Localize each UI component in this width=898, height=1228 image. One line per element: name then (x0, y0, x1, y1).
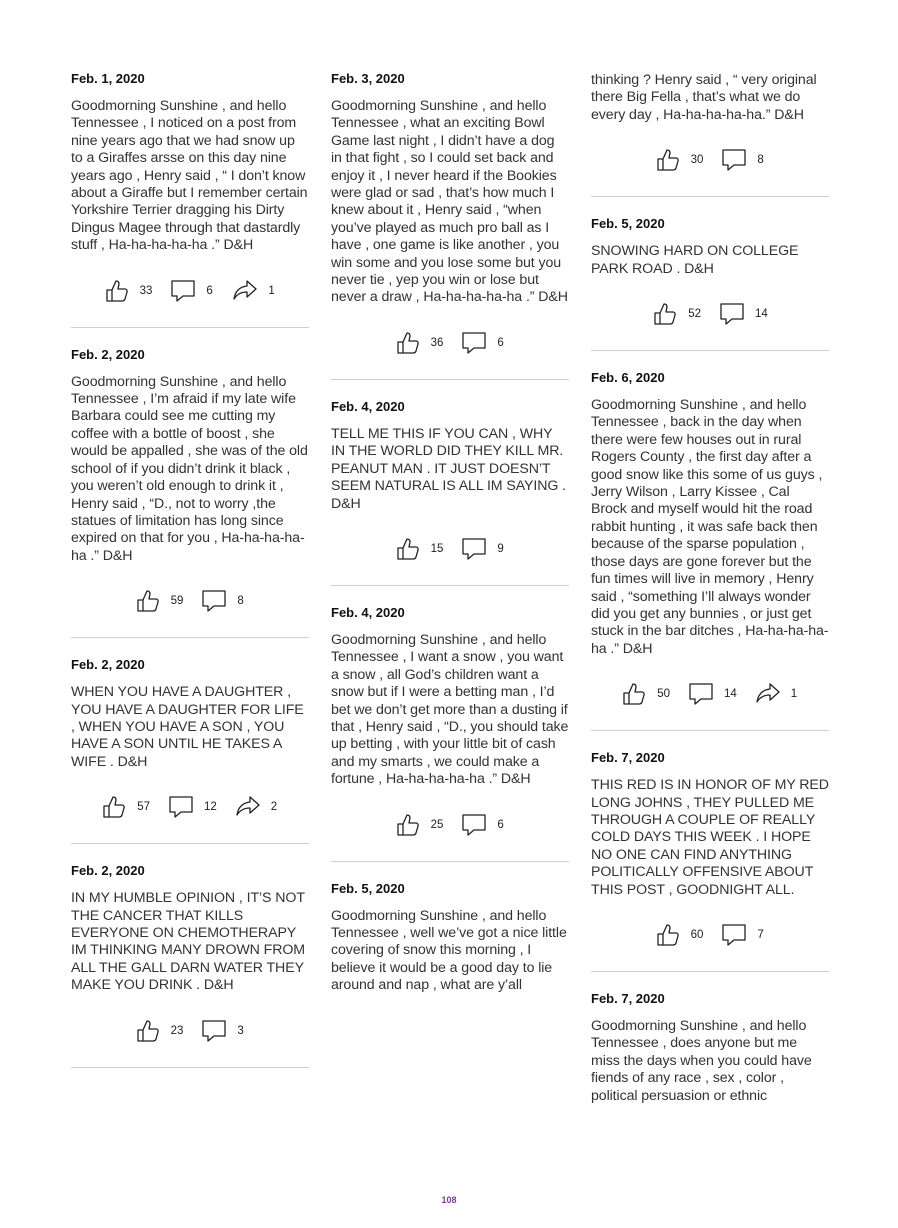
comment-icon (170, 278, 196, 304)
comment-icon (461, 536, 487, 562)
comment-count: 14 (755, 308, 768, 321)
post-text: THIS RED IS IN HONOR OF MY RED LONG JOHNS , THEY PULLED ME THROUGH A COUPLE OF REALLY COLD DAYS THIS WEEK . I HOPE NO ONE CAN FIND ANYTHING POLITICALLY OFFENSIVE ABOUT THIS POST , GOODNIGHT ALL. (591, 777, 833, 898)
like-icon (395, 812, 421, 838)
like-icon (655, 147, 681, 173)
post-spacer (71, 844, 309, 860)
post (591, 370, 829, 731)
share-count: 1 (790, 688, 798, 701)
post-text: SNOWING HARD ON COLLEGE PARK ROAD . D&H (591, 243, 803, 277)
post-text: TELL ME THIS IF YOU CAN , WHY IN THE WORLD DID THEY KILL MR. PEANUT MAN . IT JUST DOESN’T SEEM NATURAL IS ALL IM SAYING . D&H (331, 425, 570, 512)
post (331, 399, 569, 586)
post-date: Feb. 5, 2020 (591, 216, 665, 232)
like-reaction[interactable] (101, 794, 150, 820)
like-reaction[interactable] (655, 922, 704, 948)
post-date: Feb. 6, 2020 (591, 370, 665, 386)
like-reaction[interactable] (395, 536, 444, 562)
comment-icon (461, 812, 487, 838)
reactions-bar (71, 581, 309, 621)
share-icon (235, 794, 261, 820)
comment-count: 6 (206, 284, 213, 297)
like-count: 60 (690, 928, 704, 941)
post-text: Goodmorning Sunshine , and hello Tennessee , I’m afraid if my late wife Barbara could see me cutting my coffee with a bottle of boost , she would be appalled , she was of the old school of if you didn’t drink it black , you weren’t old enough to drink it , Henry said , “D., not to worry ,the statues of limitation has long since expired on that for you , Ha-ha-ha-ha-ha .” D&H (71, 373, 312, 564)
like-count: 15 (430, 542, 444, 555)
comment-count: 8 (237, 595, 244, 608)
post-spacer (71, 328, 309, 344)
post-spacer (331, 586, 569, 602)
post-date: Feb. 7, 2020 (591, 990, 665, 1006)
post-date: Feb. 2, 2020 (71, 863, 145, 879)
comment-icon (461, 330, 487, 356)
post-text: Goodmorning Sunshine , and hello Tennessee , does anyone but me miss the days when you could have fiends of any race , sex , color , political persuasion or ethnic (591, 1017, 816, 1104)
post (331, 71, 569, 380)
post-text: thinking ? Henry said , “ very original there Big Fella , that’s what we do every day , Ha-ha-ha-ha-ha.” D&H (591, 72, 821, 123)
post-spacer (591, 731, 829, 747)
comment-icon (719, 301, 745, 327)
like-icon (655, 922, 681, 948)
share-reaction[interactable] (755, 681, 799, 707)
reactions-bar (71, 787, 309, 827)
column-3 (591, 72, 833, 1105)
like-reaction[interactable] (395, 812, 444, 838)
post-date: Feb. 1, 2020 (71, 71, 145, 86)
post (331, 604, 573, 862)
like-icon (395, 330, 421, 356)
like-count: 57 (137, 801, 150, 814)
post (591, 750, 833, 972)
post-spacer (331, 380, 569, 396)
like-icon (652, 301, 678, 327)
post-spacer (331, 862, 569, 878)
comment-reaction[interactable] (721, 922, 765, 948)
comment-count: 12 (204, 801, 217, 814)
share-count: 2 (270, 801, 278, 814)
share-reaction[interactable] (235, 794, 279, 820)
post-date: Feb. 5, 2020 (331, 880, 405, 896)
reactions-bar (591, 674, 829, 714)
reactions-bar (331, 529, 569, 569)
like-icon (395, 536, 421, 562)
like-icon (101, 794, 127, 820)
comment-icon (201, 1018, 227, 1044)
reactions-bar (71, 271, 309, 311)
comment-count: 8 (757, 154, 764, 167)
comment-count: 3 (237, 1024, 244, 1037)
comment-reaction[interactable] (170, 278, 214, 304)
reactions-bar (591, 915, 829, 955)
comment-reaction[interactable] (201, 1018, 245, 1044)
like-icon (621, 681, 647, 707)
comment-count: 6 (497, 818, 504, 831)
comment-reaction[interactable] (719, 301, 768, 327)
like-count: 30 (690, 154, 704, 167)
comment-reaction[interactable] (201, 588, 245, 614)
like-reaction[interactable] (621, 681, 670, 707)
share-reaction[interactable] (232, 278, 276, 304)
like-icon (135, 588, 161, 614)
comment-reaction[interactable] (168, 794, 217, 820)
share-icon (755, 681, 781, 707)
comment-icon (721, 922, 747, 948)
comment-reaction[interactable] (721, 147, 765, 173)
post-text: Goodmorning Sunshine , and hello Tennessee , well we’ve got a nice little covering of snow this morning , I believe it would be a good day to lie around and nap , what are y’all (331, 907, 571, 994)
like-reaction[interactable] (395, 330, 444, 356)
post (71, 71, 312, 328)
page-number: 108 (441, 1195, 457, 1205)
comment-icon (201, 588, 227, 614)
post-text: Goodmorning Sunshine , and hello Tennessee , back in the day when there were few houses out in rural Rogers County , the first day after a good snow like this some of us guys , Jerry Wilson , Larry Kissee , Cal Brock and myself would hit the road rabbit hunting , it was safe back then because of the sparse population , those days are gone forever but the fun times will live in memory , Henry said , “something I’ll always wonder did you get any bunnies , or just get stuck in the bar ditches , Ha-ha-ha-ha-ha .” D&H (591, 397, 829, 657)
like-icon (135, 1018, 161, 1044)
like-reaction[interactable] (655, 147, 704, 173)
post-date: Feb. 3, 2020 (331, 71, 405, 86)
comment-reaction[interactable] (461, 330, 505, 356)
post-spacer (591, 351, 829, 367)
column-1 (71, 68, 312, 1068)
comment-count: 7 (757, 928, 764, 941)
post-spacer (591, 197, 829, 213)
comment-icon (168, 794, 194, 820)
reactions-bar (331, 805, 569, 845)
post (591, 72, 829, 197)
like-reaction[interactable] (135, 588, 184, 614)
share-count: 1 (268, 284, 275, 297)
post (71, 863, 309, 1067)
like-count: 33 (139, 284, 153, 297)
post-date: Feb. 2, 2020 (71, 657, 145, 673)
post-text: IN MY HUMBLE OPINION , IT’S NOT THE CANCER THAT KILLS EVERYONE ON CHEMOTHERAPY IM THINKING MANY DROWN FROM ALL THE GALL DARN WATER THEY MAKE YOU DRINK . D&H (71, 890, 309, 994)
column-2 (331, 68, 573, 995)
post (591, 216, 829, 351)
like-count: 52 (688, 308, 701, 321)
like-count: 36 (430, 336, 444, 349)
post-date: Feb. 7, 2020 (591, 750, 665, 766)
post (331, 881, 569, 995)
like-reaction[interactable] (135, 1018, 184, 1044)
post (71, 346, 312, 638)
like-icon (104, 278, 130, 304)
comment-icon (721, 147, 747, 173)
reactions-bar (331, 323, 569, 363)
post-date: Feb. 4, 2020 (331, 604, 405, 620)
like-count: 59 (170, 595, 184, 608)
post-spacer (71, 638, 309, 654)
like-count: 25 (430, 818, 444, 831)
post-text: Goodmorning Sunshine , and hello Tennessee , I want a snow , you want a snow , all God’s children want a snow but if I were a betting man , I’d bet we don’t get more than a dusting if that , Henry said , “D., you should take up betting , with your little bit of cash and my smarts , we could make a fortune , Ha-ha-ha-ha-ha .” D&H (331, 631, 573, 788)
like-reaction[interactable] (104, 278, 153, 304)
comment-count: 6 (497, 336, 504, 349)
reactions-bar (591, 140, 829, 180)
reactions-bar (71, 1011, 309, 1051)
share-icon (232, 278, 258, 304)
like-count: 50 (657, 688, 670, 701)
post-spacer (591, 972, 829, 988)
post-date: Feb. 2, 2020 (71, 346, 145, 362)
like-reaction[interactable] (652, 301, 701, 327)
reactions-bar (591, 294, 829, 334)
post-text: Goodmorning Sunshine , and hello Tennessee , what an exciting Bowl Game last night , I didn’t have a dog in that fight , so I could set back and enjoy it , I never heard if the Bookies were glad or sad , that’s how much I knew about it , Henry said , “when you’ve played as much pro ball as I have , one game is like another , you win some and you lose some but you never tie , yep you win or lose but never a draw , Ha-ha-ha-ha-ha .” D&H (331, 98, 568, 306)
post-text: Goodmorning Sunshine , and hello Tennessee , I noticed on a post from nine years ago that we had snow up to a Giraffes arsse on this day nine years ago , Henry said , “ I don’t know about a Giraffe but I remember certain Yorkshire Terrier dragging his Dirty Dingus Magee through that dastardly stuff , Ha-ha-ha-ha-ha .” D&H (71, 98, 312, 254)
comment-reaction[interactable] (461, 536, 505, 562)
comment-reaction[interactable] (688, 681, 737, 707)
post-date: Feb. 4, 2020 (331, 398, 405, 414)
comment-reaction[interactable] (461, 812, 505, 838)
comment-count: 14 (724, 688, 737, 701)
post-text: WHEN YOU HAVE A DAUGHTER , YOU HAVE A DAUGHTER FOR LIFE , WHEN YOU HAVE A SON , YOU HAVE A SON UNTIL HE TAKES A WIFE . D&H (71, 684, 308, 770)
comment-icon (688, 681, 714, 707)
comment-count: 9 (497, 542, 504, 555)
post (71, 657, 309, 844)
post (591, 991, 829, 1105)
like-count: 23 (170, 1024, 184, 1037)
